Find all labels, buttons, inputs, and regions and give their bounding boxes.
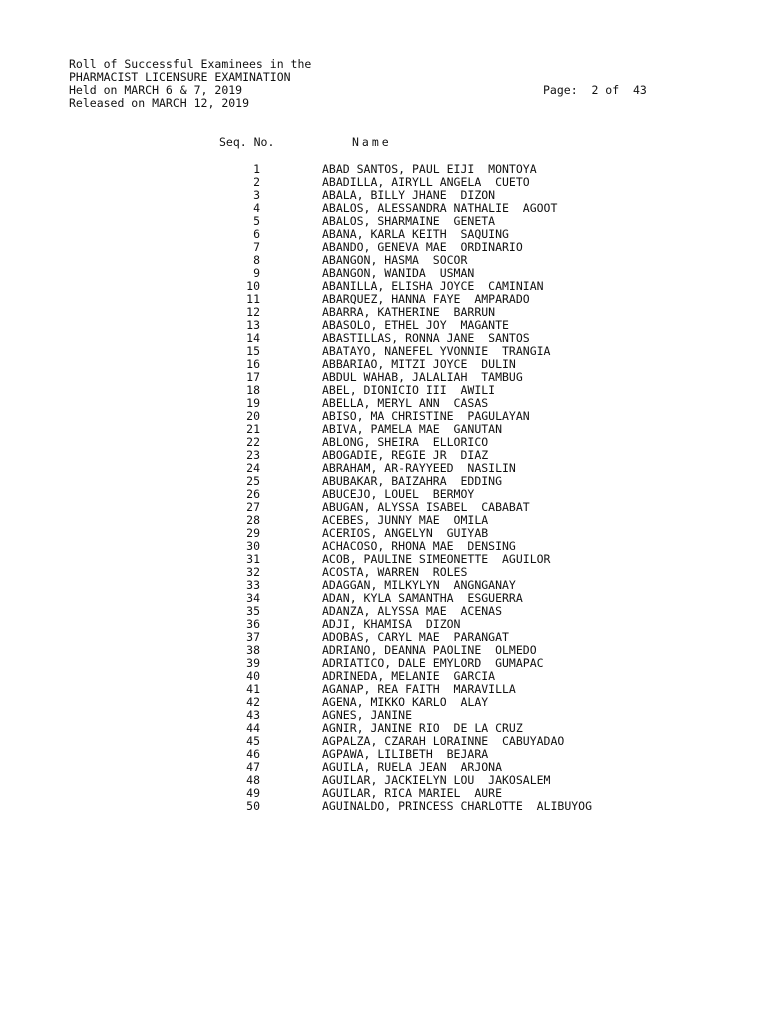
sequence-number: 37 (246, 630, 260, 644)
sequence-number: 43 (246, 708, 260, 722)
sequence-number: 16 (246, 357, 260, 371)
sequence-number: 3 (253, 188, 260, 202)
sequence-number: 25 (246, 474, 260, 488)
examinee-list (0, 163, 768, 813)
examinee-name: ABALA, BILLY JHANE DIZON (322, 188, 496, 202)
examinee-name: ABDUL WAHAB, JALALIAH TAMBUG (322, 370, 523, 384)
examinee-name: ADJI, KHAMISA DIZON (322, 617, 461, 631)
sequence-number: 4 (253, 201, 260, 215)
sequence-number: 41 (246, 682, 260, 696)
sequence-number: 12 (246, 305, 260, 319)
examinee-name: AGUILAR, RICA MARIEL AURE (322, 786, 503, 800)
sequence-number: 46 (246, 747, 260, 761)
examinee-name: ADOBAS, CARYL MAE PARANGAT (322, 630, 509, 644)
sequence-number: 9 (253, 266, 260, 280)
sequence-number: 45 (246, 734, 260, 748)
sequence-number: 49 (246, 786, 260, 800)
sequence-number: 33 (246, 578, 260, 592)
sequence-number: 34 (246, 591, 260, 605)
examinee-name: ABIVA, PAMELA MAE GANUTAN (322, 422, 503, 436)
sequence-number: 27 (246, 500, 260, 514)
column-header-name: Name (352, 135, 392, 149)
examinee-name: AGPAWA, LILIBETH BEJARA (322, 747, 489, 761)
examinee-name: ABALOS, ALESSANDRA NATHALIE AGOOT (322, 201, 558, 215)
sequence-number: 10 (246, 279, 260, 293)
sequence-number: 26 (246, 487, 260, 501)
examinee-name: ADAGGAN, MILKYLYN ANGNGANAY (322, 578, 516, 592)
examinee-name: ABELLA, MERYL ANN CASAS (322, 396, 489, 410)
sequence-number: 28 (246, 513, 260, 527)
sequence-number: 19 (246, 396, 260, 410)
examinee-name: ABRAHAM, AR-RAYYEED NASILIN (322, 461, 516, 475)
examinee-name: ABARRA, KATHERINE BARRUN (322, 305, 496, 319)
sequence-number: 35 (246, 604, 260, 618)
examinee-name: ACOB, PAULINE SIMEONETTE AGUILOR (322, 552, 551, 566)
sequence-number: 1 (253, 162, 260, 176)
examinee-name: ABISO, MA CHRISTINE PAGULAYAN (322, 409, 530, 423)
examinee-name: ABUGAN, ALYSSA ISABEL CABABAT (322, 500, 530, 514)
sequence-number: 6 (253, 227, 260, 241)
column-header-seq: Seq. No. (219, 135, 275, 149)
sequence-number: 39 (246, 656, 260, 670)
examinee-name: AGENA, MIKKO KARLO ALAY (322, 695, 489, 709)
examinee-name: ABANA, KARLA KEITH SAQUING (322, 227, 509, 241)
sequence-number: 48 (246, 773, 260, 787)
examinee-name: AGNIR, JANINE RIO DE LA CRUZ (322, 721, 523, 735)
sequence-number: 11 (246, 292, 260, 306)
sequence-number: 50 (246, 799, 260, 813)
examinee-name: ADAN, KYLA SAMANTHA ESGUERRA (322, 591, 523, 605)
sequence-number: 44 (246, 721, 260, 735)
exam-name: PHARMACIST LICENSURE EXAMINATION (69, 70, 291, 84)
examinee-name: AGUILAR, JACKIELYN LOU JAKOSALEM (322, 773, 551, 787)
examinee-name: ACERIOS, ANGELYN GUIYAB (322, 526, 489, 540)
sequence-number: 7 (253, 240, 260, 254)
sequence-number: 8 (253, 253, 260, 267)
examinee-name: ABEL, DIONICIO III AWILI (322, 383, 496, 397)
sequence-number: 18 (246, 383, 260, 397)
report-title-line: Roll of Successful Examinees in the (69, 57, 312, 71)
examinee-name: ABOGADIE, REGIE JR DIAZ (322, 448, 489, 462)
examinee-name: ACEBES, JUNNY MAE OMILA (322, 513, 489, 527)
sequence-number: 36 (246, 617, 260, 631)
examinee-name: ABAD SANTOS, PAUL EIJI MONTOYA (322, 162, 537, 176)
sequence-number: 31 (246, 552, 260, 566)
examinee-name: ADANZA, ALYSSA MAE ACENAS (322, 604, 503, 618)
examinee-name: ABBARIAO, MITZI JOYCE DULIN (322, 357, 516, 371)
sequence-number: 2 (253, 175, 260, 189)
sequence-number: 23 (246, 448, 260, 462)
examinee-name: ACHACOSO, RHONA MAE DENSING (322, 539, 516, 553)
examinee-name: ABUCEJO, LOUEL BERMOY (322, 487, 475, 501)
sequence-number: 38 (246, 643, 260, 657)
examinee-name: AGUILA, RUELA JEAN ARJONA (322, 760, 503, 774)
examinee-name: ABLONG, SHEIRA ELLORICO (322, 435, 489, 449)
examinee-name: ABARQUEZ, HANNA FAYE AMPARADO (322, 292, 530, 306)
examinee-name: ABASTILLAS, RONNA JANE SANTOS (322, 331, 530, 345)
examinee-name: AGUINALDO, PRINCESS CHARLOTTE ALIBUYOG (322, 799, 593, 813)
sequence-number: 29 (246, 526, 260, 540)
sequence-number: 32 (246, 565, 260, 579)
examinee-name: AGPALZA, CZARAH LORAINNE CABUYADAO (322, 734, 565, 748)
sequence-number: 24 (246, 461, 260, 475)
examinee-name: ACOSTA, WARREN ROLES (322, 565, 468, 579)
examinee-name: ABANGON, HASMA SOCOR (322, 253, 468, 267)
examinee-name: ABANILLA, ELISHA JOYCE CAMINIAN (322, 279, 544, 293)
examinee-name: ADRIATICO, DALE EMYLORD GUMAPAC (322, 656, 544, 670)
sequence-number: 21 (246, 422, 260, 436)
release-date: Released on MARCH 12, 2019 (69, 96, 250, 110)
examinee-name: ABATAYO, NANEFEL YVONNIE TRANGIA (322, 344, 551, 358)
sequence-number: 14 (246, 331, 260, 345)
sequence-number: 15 (246, 344, 260, 358)
examinee-name: ABALOS, SHARMAINE GENETA (322, 214, 496, 228)
examinee-name: ADRINEDA, MELANIE GARCIA (322, 669, 496, 683)
sequence-number: 13 (246, 318, 260, 332)
sequence-number: 17 (246, 370, 260, 384)
list-item (0, 800, 768, 813)
page-number: Page: 2 of 43 (543, 83, 647, 97)
sequence-number: 40 (246, 669, 260, 683)
examinee-name: ABANDO, GENEVA MAE ORDINARIO (322, 240, 523, 254)
examinee-name: AGNES, JANINE (322, 708, 413, 722)
exam-dates: Held on MARCH 6 & 7, 2019 (69, 83, 243, 97)
examinee-name: ABANGON, WANIDA USMAN (322, 266, 475, 280)
examinee-name: AGANAP, REA FAITH MARAVILLA (322, 682, 516, 696)
examinee-name: ADRIANO, DEANNA PAOLINE OLMEDO (322, 643, 537, 657)
sequence-number: 42 (246, 695, 260, 709)
sequence-number: 20 (246, 409, 260, 423)
sequence-number: 30 (246, 539, 260, 553)
sequence-number: 22 (246, 435, 260, 449)
examinee-name: ABASOLO, ETHEL JOY MAGANTE (322, 318, 509, 332)
examinee-name: ABUBAKAR, BAIZAHRA EDDING (322, 474, 503, 488)
sequence-number: 47 (246, 760, 260, 774)
examinee-name: ABADILLA, AIRYLL ANGELA CUETO (322, 175, 530, 189)
sequence-number: 5 (253, 214, 260, 228)
